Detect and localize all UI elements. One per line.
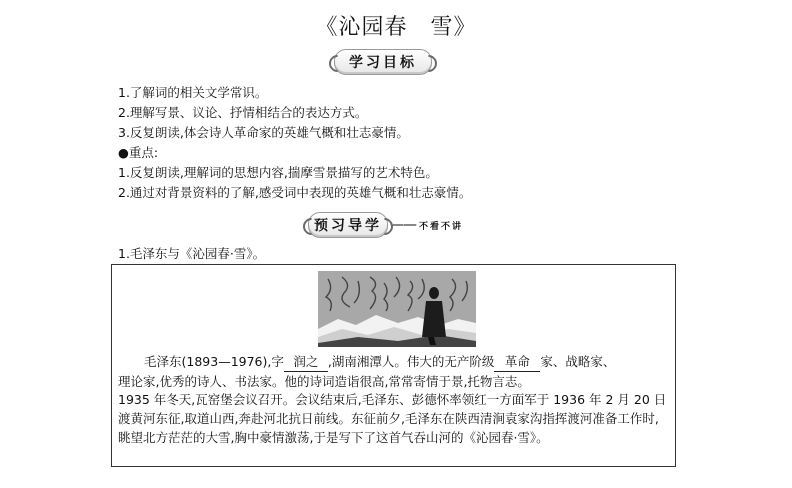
key-point-1: 1.反复朗读,理解词的思想内容,揣摩雪景描写的艺术特色。 <box>118 165 438 180</box>
bio-text: 家、战略家、 <box>540 354 616 369</box>
bio-text: 毛泽东(1893—1976),字 <box>144 354 284 369</box>
photo-image <box>318 271 476 347</box>
fill-blank-answer: 润之 <box>284 352 328 372</box>
key-point-2: 2.通过对背景资料的了解,感受词中表现的英雄气概和壮志豪情。 <box>118 185 472 200</box>
bio-box <box>111 264 676 467</box>
bio-text: 理论家,优秀的诗人、书法家。他的诗词造诣很高,常常寄情于景,托物言志。 <box>118 374 530 389</box>
goal-item-3: 3.反复朗读,体会诗人革命家的英雄气概和壮志豪情。 <box>118 125 409 140</box>
banner-label: 预习导学 <box>314 218 382 234</box>
bio-paragraph-1 <box>118 352 671 391</box>
preview-guide-banner <box>308 212 463 238</box>
fill-blank-answer: 革命 <box>494 352 540 372</box>
banner-dash: —— <box>390 217 416 233</box>
learning-goals-banner <box>334 49 432 75</box>
goal-item-1: 1.了解词的相关文学常识。 <box>118 85 268 100</box>
bio-paragraph-2: 1935 年冬天,瓦窑堡会议召开。会议结束后,毛泽东、彭德怀率领红一方面军于 1936 年 2 月 20 日渡黄河东征,取道山西,奔赴河北抗日前线。东征前夕,毛泽东在陕西清涧袁家沟指挥渡河准备工作时,眺望北方茫茫的大雪,胸中豪情激荡,于是写下了这首气吞山河的《沁园春·雪》。 <box>118 392 667 445</box>
banner-pill <box>308 212 388 238</box>
key-points-heading: ●重点: <box>118 145 159 160</box>
goal-item-2: 2.理解写景、议论、抒情相结合的表达方式。 <box>118 105 368 120</box>
banner-pill <box>334 49 432 75</box>
page-title: 《沁园春 雪》 <box>315 15 477 40</box>
section-title: 1.毛泽东与《沁园春·雪》。 <box>118 246 266 261</box>
mao-photo <box>318 271 476 347</box>
banner-subtitle: 不看不讲 <box>419 221 464 232</box>
bio-text: ,湖南湘潭人。伟大的无产阶级 <box>327 354 495 369</box>
banner-label: 学习目标 <box>349 55 417 71</box>
